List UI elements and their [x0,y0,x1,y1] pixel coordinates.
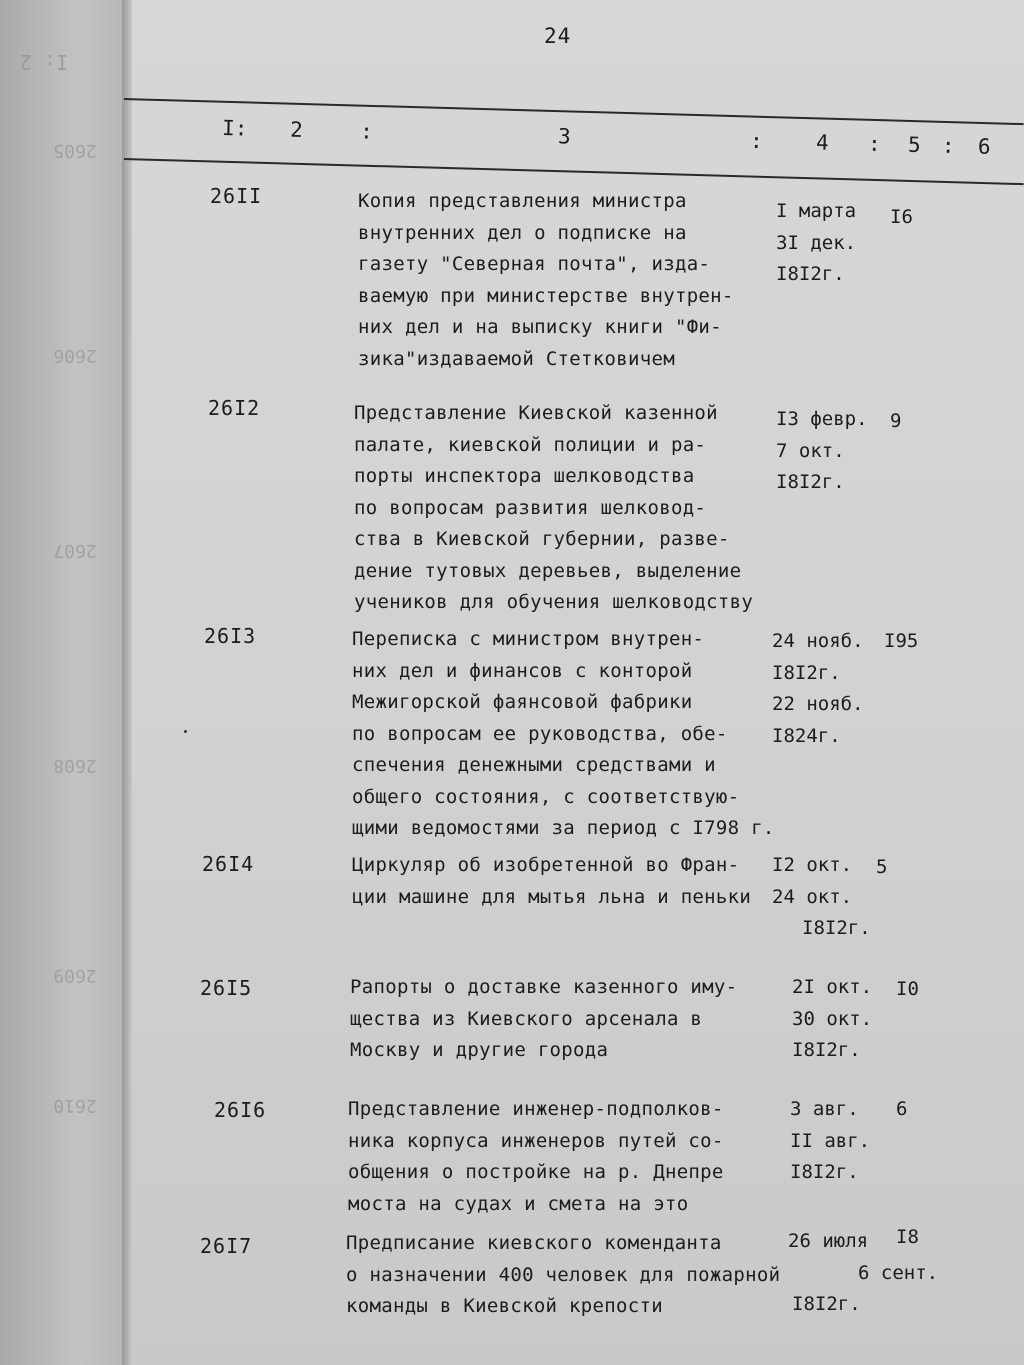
entry-number: 26I3 [204,624,257,648]
entry-description: Рапорты о доставке казенного иму- щества из Киевского арсенала в Москву и другие города [350,976,738,1061]
entry-description: Копия представления министра внутренних дел о подписке на газету "Северная почта", изда- ваемую при министерстве внутрен- них дел и на выписку книги "Фи- зика"издаваемой Стетковичем [358,190,734,370]
underlying-number: 2606 [53,345,97,366]
inventory-entries [132,0,1024,1365]
entry-dates: 3 авг. II авг. I8I2г. [790,1098,871,1183]
entry-dates: I2 окт. 24 окт. I8I2г. [772,854,871,939]
paper-speck [184,730,187,733]
entry-dates: I3 февр. 7 окт. I8I2г. [776,408,868,493]
inventory-page [132,0,1024,1365]
header-col-4: 4 [815,130,829,155]
header-separator: : [941,133,955,158]
header-col-6: 6 [977,134,991,159]
header-col-3: 3 [557,124,572,149]
header-col-2: 2 [289,117,304,142]
entry-description: Переписка с министром внутрен- них дел и финансов с конторой Межигорской фаянсовой фабрики по вопросам ее руководства, обе- спечения денежными средствами и общего состояния, с соответствую- щими ведомостями за период с I798 г. [352,628,775,839]
header-separator: : [867,131,881,157]
entry-dates: 24 нояб. I8I2г. 22 нояб. I824г. [772,630,864,747]
entry-sheet-count: 9 [890,410,902,432]
header-col-5: 5 [907,132,921,158]
entry-sheet-count: 6 [896,1098,908,1120]
entry-sheet-count: I8 [896,1226,919,1248]
underlying-number: 2607 [53,540,97,561]
entry-number: 26I5 [200,976,253,1000]
page-number: 24 [544,24,572,48]
underlying-header: I: 2 [20,50,69,74]
entry-description: Представление инженер-подполков- ника корпуса инженеров путей со- общения о постройке на р. Днепре моста на судах и смета на это [348,1098,724,1215]
entry-sheet-count: I6 [890,206,913,228]
entry-description: Представление Киевской казенной палате, киевской полиции и ра- порты инспектора шелководства по вопросам развития шелковод- ства в Киевской губернии, разве- дение тутовых деревьев, выделение учеников для обучения шелководству [354,402,754,613]
underlying-number: 2609 [53,965,97,986]
entry-description: Циркуляр об изобретенной во Фран- ции машине для мытья льна и пеньки [352,854,752,908]
header-separator: : [749,128,763,154]
entry-number: 26I4 [202,852,255,876]
entry-number: 26I7 [200,1234,253,1258]
entry-description: Предписание киевского коменданта о назначении 400 человек для пожарной команды в Киевской крепости [346,1232,781,1317]
entry-sheet-count: I95 [884,630,919,652]
entry-sheet-count: I0 [896,978,919,1000]
entry-number: 26II [210,184,263,208]
entry-number: 26I6 [214,1098,267,1122]
underlying-number: 2605 [53,140,97,161]
underlying-page [0,0,130,1365]
header-separator: : [359,119,374,144]
entry-number: 26I2 [208,396,261,420]
entry-sheet-count: 5 [876,856,888,878]
entry-dates: 2I окт. 30 окт. I8I2г. [792,976,873,1061]
entry-dates: I марта 3I дек. I8I2г. [776,200,857,285]
underlying-number: 2608 [53,755,97,776]
header-col-1: I: [221,116,248,141]
entry-dates: 26 июля 6 сент. I8I2г. [788,1230,939,1315]
underlying-number: 2610 [53,1095,97,1116]
